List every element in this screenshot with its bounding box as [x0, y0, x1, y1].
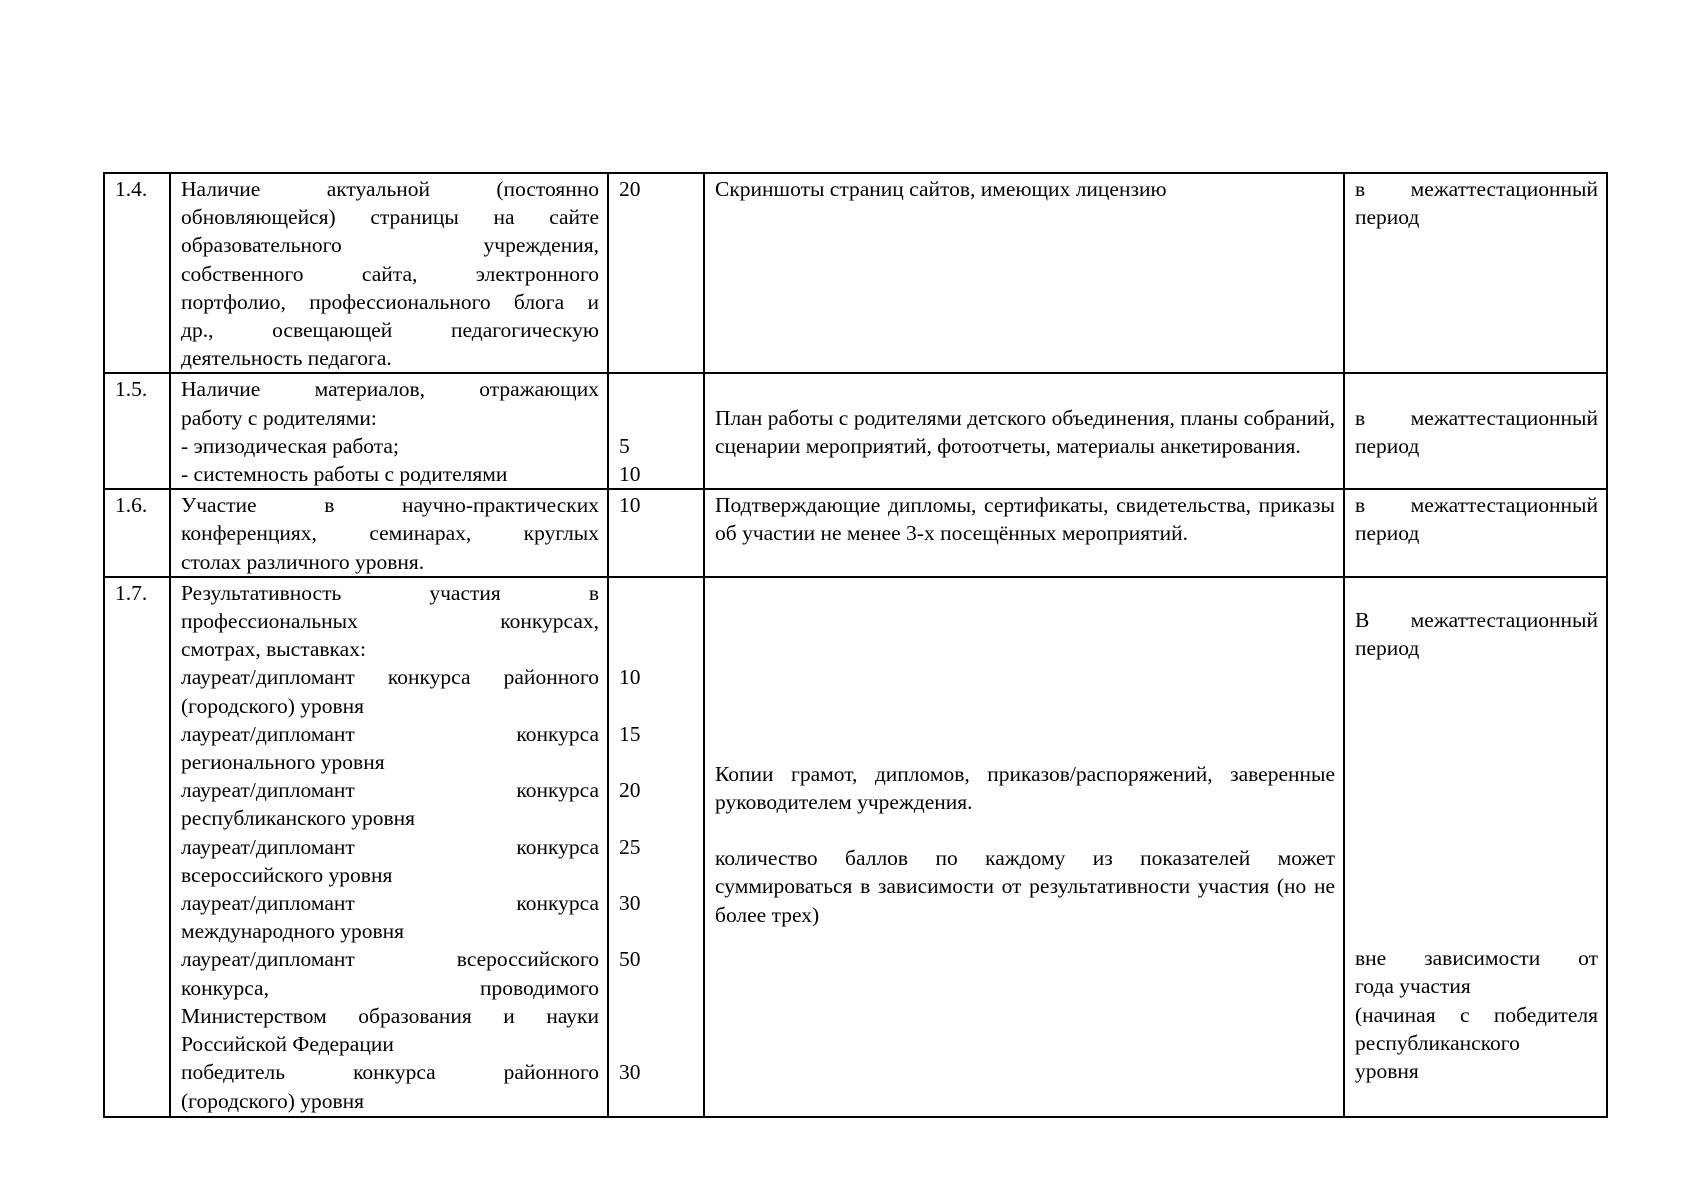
criterion-line: Министерством образования и науки [181, 1003, 599, 1028]
period-cell: в межаттестационный период [1344, 489, 1607, 577]
criterion-line: работу с родителями: [181, 405, 377, 430]
criterion-cell [170, 373, 608, 489]
documents-cell [704, 577, 1344, 1117]
criterion-line: международного уровня [181, 919, 405, 944]
criterion-line: портфолио, профессионального блога и [181, 289, 599, 314]
criterion-line: - системность работы с родителями [181, 462, 508, 487]
points-value [619, 635, 695, 663]
criterion-line: профессиональных конкурсах, [181, 609, 599, 634]
period-note-line: (начиная с победителя [1355, 1002, 1598, 1027]
criterion-line: др., освещающей педагогическую [181, 318, 599, 343]
points-value: 10 [619, 461, 641, 486]
points-cell [608, 577, 704, 1117]
points-value [619, 607, 695, 635]
points-cell [608, 373, 704, 489]
points-value [619, 1002, 695, 1030]
criterion-cell [170, 577, 608, 1117]
period-cell: в межаттестационный период [1344, 173, 1607, 373]
points-value: 25 [619, 834, 641, 859]
criterion-line: лауреат/дипломант конкурса [181, 891, 599, 916]
documents-cell: Скриншоты страниц сайтов, имеющих лицензию [704, 173, 1344, 373]
criterion-line: (городского) уровня [181, 693, 365, 718]
criterion-line: конференциях, семинарах, круглых [181, 521, 599, 546]
points-value [619, 404, 695, 432]
criterion-line: лауреат/дипломант всероссийского [181, 947, 599, 972]
criterion-line: собственного сайта, электронного [181, 261, 599, 286]
period-note-line: уровня [1355, 1059, 1419, 1084]
criterion-line: лауреат/дипломант конкурса районного [181, 665, 599, 690]
criterion-line: деятельность педагога. [181, 346, 392, 371]
documents-gap [715, 816, 1335, 844]
points-value: 20 [619, 778, 641, 803]
points-value: 15 [619, 721, 641, 746]
period-cell: в межаттестационный период [1344, 373, 1607, 489]
documents-text: Копии грамот, дипломов, приказов/распоряжений, заверенные руководителем учреждения. [715, 761, 1335, 815]
criterion-line: лауреат/дипломант конкурса [181, 834, 599, 859]
points-value [619, 579, 695, 607]
criterion-line: Наличие материалов, отражающих [181, 377, 599, 402]
criterion-line: Результативность участия в [181, 580, 599, 605]
criteria-table [103, 172, 1608, 1118]
documents-cell: Подтверждающие дипломы, сертификаты, свидетельства, приказы об участии не менее 3-х посещённых мероприятий. [704, 489, 1344, 577]
criterion-line: образовательного учреждения, [181, 233, 599, 258]
period-note-line: вне зависимости от [1355, 946, 1598, 971]
points-value [619, 692, 695, 720]
points-value [619, 375, 695, 403]
points-value: 50 [619, 947, 641, 972]
criterion-line: республиканского уровня [181, 806, 416, 831]
criterion-cell [170, 173, 608, 373]
points-value: 30 [619, 890, 641, 915]
period-text: В межаттестационный период [1355, 607, 1598, 661]
criterion-line: столах различного уровня. [181, 549, 425, 574]
points-value [619, 973, 695, 1001]
criterion-line: победитель конкурса районного [181, 1060, 599, 1085]
table-row [104, 373, 1607, 489]
criterion-line: всероссийского уровня [181, 862, 393, 887]
table-row [104, 489, 1607, 577]
criterion-line: регионального уровня [181, 750, 385, 775]
documents-cell: План работы с родителями детского объединения, планы собраний, сценарии мероприятий, фотоотчеты, материалы анкетирования. [704, 373, 1344, 489]
points-value: 10 [619, 493, 641, 518]
row-number: 1.6. [104, 489, 170, 577]
criterion-line: смотрах, выставках: [181, 637, 366, 662]
points-value: 10 [619, 665, 641, 690]
criterion-line: - эпизодическая работа; [181, 433, 399, 458]
criterion-line: лауреат/дипломант конкурса [181, 721, 599, 746]
points-value [619, 804, 695, 832]
table-row [104, 577, 1607, 1117]
period-cell [1344, 577, 1607, 1117]
points-cell [608, 489, 704, 577]
points-value [619, 1086, 695, 1114]
period-spacer [1355, 662, 1598, 944]
points-cell [608, 173, 704, 373]
row-number: 1.4. [104, 173, 170, 373]
criterion-line: Российской Федерации [181, 1032, 394, 1057]
period-note-line: года участия [1355, 974, 1471, 999]
criterion-line: Участие в научно-практических [181, 493, 599, 518]
criterion-line: обновляющейся) страницы на сайте [181, 205, 599, 230]
documents-spacer [715, 578, 1335, 760]
points-value [619, 1030, 695, 1058]
documents-note: количество баллов по каждому из показателей может суммироваться в зависимости от результативности участия (но не более трех) [715, 846, 1335, 927]
criterion-line: конкурса, проводимого [181, 975, 599, 1000]
points-value: 30 [619, 1060, 641, 1085]
criterion-line: Наличие актуальной (постоянно [181, 177, 599, 201]
criterion-cell [170, 489, 608, 577]
row-number: 1.5. [104, 373, 170, 489]
points-value: 20 [619, 177, 641, 201]
criterion-line: лауреат/дипломант конкурса [181, 778, 599, 803]
points-value [619, 917, 695, 945]
points-value: 5 [619, 433, 630, 458]
row-number: 1.7. [104, 577, 170, 1117]
period-spacer-top [1355, 578, 1598, 606]
table-row [104, 173, 1607, 373]
period-note-line: республиканского [1355, 1030, 1520, 1055]
points-value [619, 861, 695, 889]
criterion-line: (городского) уровня [181, 1088, 365, 1113]
points-value [619, 748, 695, 776]
